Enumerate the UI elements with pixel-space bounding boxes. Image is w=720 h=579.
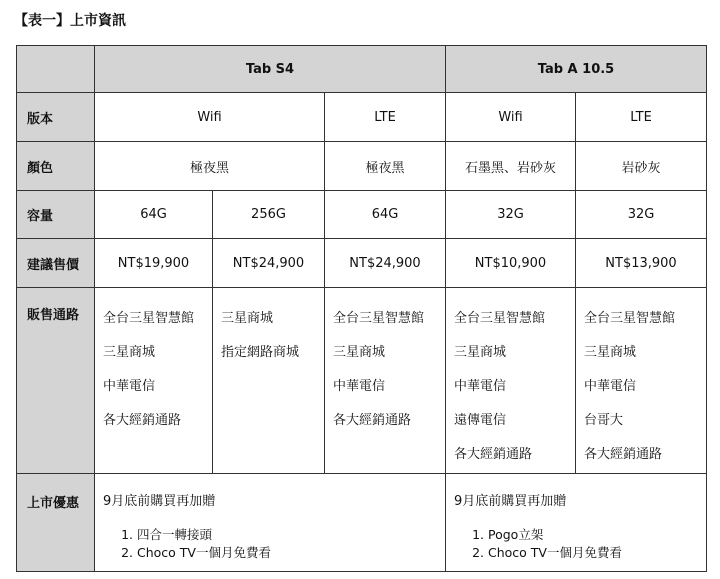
header-tab-s4: Tab S4 — [95, 46, 446, 93]
list-item: 指定網路商城 — [221, 345, 300, 360]
row-label-channels: 販售通路 — [17, 288, 95, 474]
row-label-capacity: 容量 — [17, 191, 95, 239]
list-item: 中華電信 — [454, 379, 507, 394]
list-item: 中華電信 — [333, 379, 386, 394]
list-item: 三星商城 — [454, 345, 507, 360]
cell-price-s4-wifi-256: NT$24,900 — [213, 239, 325, 288]
cell-color-s4-wifi: 極夜黑 — [95, 142, 325, 191]
cell-price-a-lte: NT$13,900 — [576, 239, 707, 288]
launch-info-table — [16, 45, 707, 572]
list-item: 2. Choco TV一個月免費看 — [137, 544, 445, 562]
header-row — [17, 46, 707, 93]
promo-list — [103, 526, 445, 562]
list-item: 1. 四合一轉接頭 — [137, 526, 445, 544]
cell-capacity-s4-lte: 64G — [325, 191, 446, 239]
cell-channels-s4-wifi-64 — [95, 288, 213, 474]
list-item: 中華電信 — [103, 379, 156, 394]
promo-heading: 9月底前購買再加贈 — [103, 494, 216, 509]
cell-version-a-lte: LTE — [576, 93, 707, 142]
cell-version-s4-lte: LTE — [325, 93, 446, 142]
cell-color-s4-lte: 極夜黑 — [325, 142, 446, 191]
cell-version-s4-wifi: Wifi — [95, 93, 325, 142]
document-title: 【表一】上市資訊 — [14, 13, 126, 29]
row-version — [17, 93, 707, 142]
row-label-version: 版本 — [17, 93, 95, 142]
cell-capacity-s4-wifi-64: 64G — [95, 191, 213, 239]
list-item: 全台三星智慧館 — [103, 311, 195, 326]
list-item: 全台三星智慧館 — [333, 311, 425, 326]
cell-version-a-wifi: Wifi — [446, 93, 576, 142]
cell-channels-a-lte — [576, 288, 707, 474]
cell-capacity-a-wifi: 32G — [446, 191, 576, 239]
list-item: 三星商城 — [221, 311, 274, 326]
row-label-promo: 上市優惠 — [17, 474, 95, 572]
list-item: 各大經銷通路 — [584, 447, 663, 462]
list-item: 遠傳電信 — [454, 413, 507, 428]
list-item: 全台三星智慧館 — [584, 311, 676, 326]
cell-capacity-a-lte: 32G — [576, 191, 707, 239]
list-item: 各大經銷通路 — [333, 413, 412, 428]
cell-color-a-wifi: 石墨黑、岩砂灰 — [446, 142, 576, 191]
row-price — [17, 239, 707, 288]
list-item: 各大經銷通路 — [454, 447, 533, 462]
cell-capacity-s4-wifi-256: 256G — [213, 191, 325, 239]
row-label-price: 建議售價 — [17, 239, 95, 288]
cell-color-a-lte: 岩砂灰 — [576, 142, 707, 191]
header-corner-cell — [17, 46, 95, 93]
list-item: 三星商城 — [584, 345, 637, 360]
row-channels — [17, 288, 707, 474]
cell-channels-s4-lte — [325, 288, 446, 474]
list-item: 中華電信 — [584, 379, 637, 394]
promo-list — [454, 526, 706, 562]
list-item: 1. Pogo立架 — [488, 526, 706, 544]
row-capacity — [17, 191, 707, 239]
list-item: 三星商城 — [333, 345, 386, 360]
list-item: 全台三星智慧館 — [454, 311, 546, 326]
row-promo — [17, 474, 707, 572]
list-item: 各大經銷通路 — [103, 413, 182, 428]
cell-price-a-wifi: NT$10,900 — [446, 239, 576, 288]
header-tab-a: Tab A 10.5 — [446, 46, 707, 93]
row-color — [17, 142, 707, 191]
row-label-color: 顏色 — [17, 142, 95, 191]
cell-price-s4-wifi-64: NT$19,900 — [95, 239, 213, 288]
list-item: 2. Choco TV一個月免費看 — [488, 544, 706, 562]
cell-promo-a — [446, 474, 707, 572]
promo-heading: 9月底前購買再加贈 — [454, 494, 567, 509]
list-item: 台哥大 — [584, 413, 624, 428]
cell-promo-s4 — [95, 474, 446, 572]
cell-price-s4-lte: NT$24,900 — [325, 239, 446, 288]
list-item: 三星商城 — [103, 345, 156, 360]
cell-channels-a-wifi — [446, 288, 576, 474]
cell-channels-s4-wifi-256 — [213, 288, 325, 474]
